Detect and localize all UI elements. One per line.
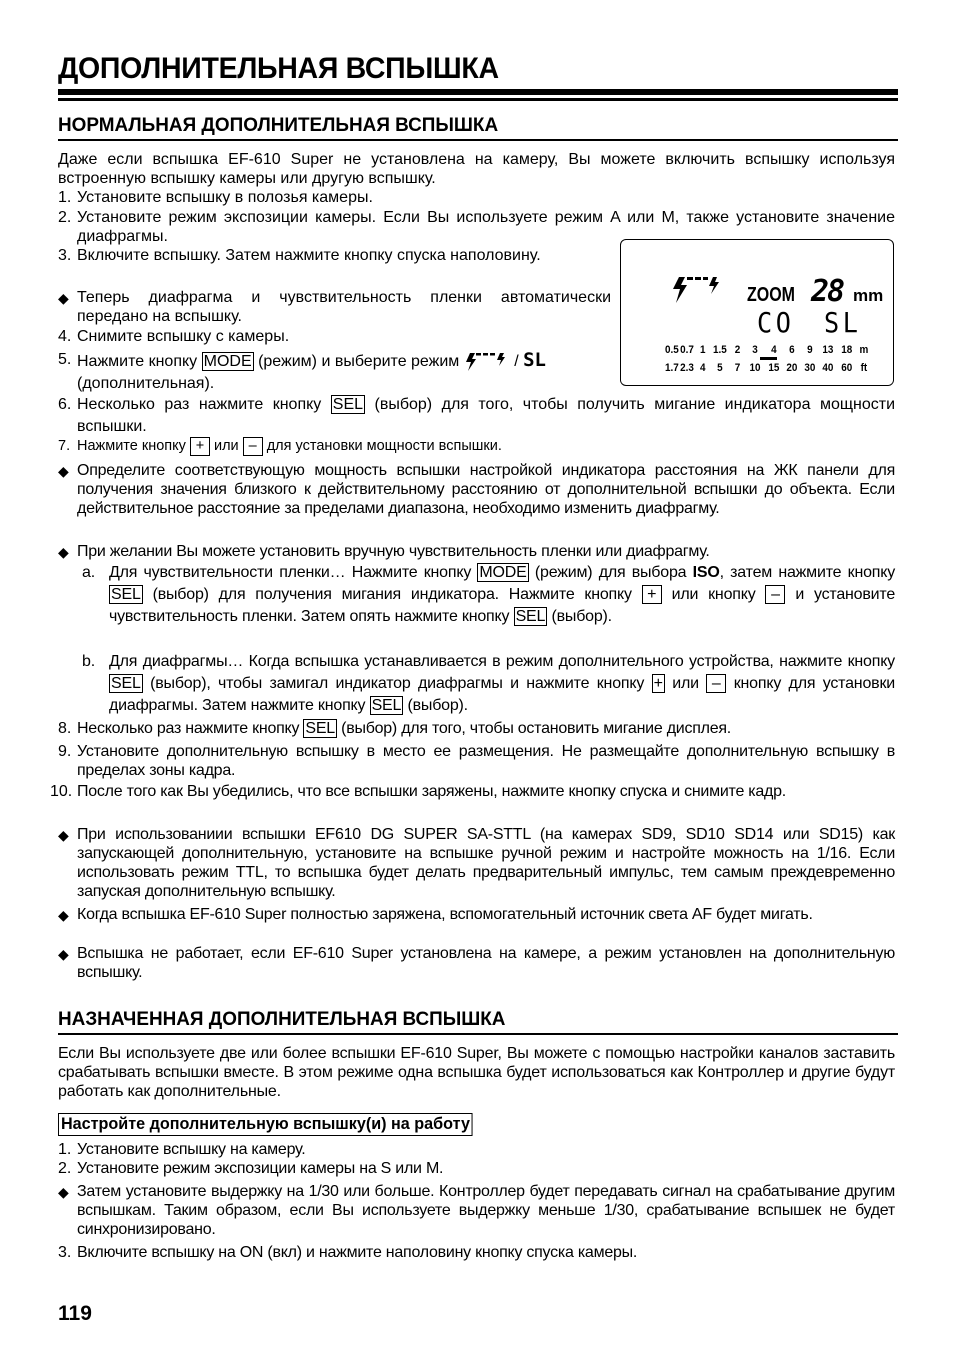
sub-step-a: [82, 562, 895, 628]
mode-key: MODE: [479, 564, 527, 581]
sub-step-letter: b.: [82, 653, 95, 670]
section-rule: [58, 1033, 898, 1035]
note-text: Вспышка не работает, если EF-610 Super установлена на камере, а режим установлен на дополнительную вспышку.: [77, 945, 895, 981]
sel-key: SEL: [332, 396, 364, 413]
sub-text: , затем нажмите кнопку: [719, 564, 896, 581]
step-text: Установите дополнительную вспышку в место ее размещения. Не размещайте дополнительную вспышку в пределах зоны кадра.: [77, 743, 895, 779]
sl-mode-icon: SL: [523, 349, 546, 371]
sub-text: (режим) для выбора: [534, 564, 687, 581]
step-number: 2.: [58, 209, 72, 226]
note-text: Теперь диафрагма и чувствительность пленки автоматически передано на вспышку.: [77, 289, 611, 325]
separator: /: [514, 353, 519, 370]
step-1: [58, 188, 895, 207]
step-number: 8.: [58, 720, 72, 737]
step-9: [58, 742, 895, 780]
sel-key: SEL: [371, 697, 402, 714]
iso-label: ISO: [692, 564, 720, 581]
sub-text: или: [672, 675, 699, 692]
sub-text: (выбор) для получения мигания индикатора. Нажмите кнопку: [152, 586, 632, 603]
step-text: Несколько раз нажмите кнопку: [77, 396, 322, 413]
step-text: Нажмите кнопку: [77, 353, 198, 370]
section2-intro: Если Вы используете две или более вспышки EF-610 Super, Вы можете с помощью настройки каналов заставить срабатывать вспышки вместе. В этом режиме одна вспышка будет использоваться как Контроллер и другие будут работать как дополнительные.: [58, 1045, 895, 1100]
step-text: Включите вспышку. Затем нажмите кнопку спуска наполовину.: [77, 247, 541, 264]
s2-note-shutter: [58, 1182, 895, 1239]
s2-step-2: [58, 1159, 895, 1178]
distance-scale-meters: 0.50.7 1 1.5 2 3 4 6 9 13 18 m: [665, 344, 869, 356]
sub-text: (выбор).: [407, 697, 468, 714]
zoom-value: 28: [811, 274, 844, 309]
title-rule-thick: [58, 89, 898, 95]
step-number: 3.: [58, 1244, 72, 1261]
sub-text: Для диафрагмы… Когда вспышка устанавливается в режим дополнительного устройства, нажмите кнопку: [109, 653, 895, 670]
note-manual: [58, 542, 895, 561]
plus-key: +: [653, 675, 663, 692]
bullet-icon: ◆: [58, 827, 69, 843]
step-number: 1.: [58, 1141, 72, 1158]
step-number: 6.: [58, 396, 72, 413]
step-text: Снимите вспышку с камеры.: [77, 328, 290, 345]
minus-key: –: [765, 585, 785, 604]
note-distance: [58, 461, 895, 518]
sub-text: (выбор), чтобы замигал индикатор диафрагмы и нажмите кнопку: [150, 675, 645, 692]
step-text: (режим) и выберите режим: [258, 353, 460, 370]
note-not-working: [58, 944, 895, 982]
sel-key: SEL: [305, 720, 335, 737]
step-number: 3.: [58, 247, 72, 264]
step-number: 10.: [50, 783, 73, 800]
note-text: Когда вспышка EF-610 Super полностью заряжена, вспомогательный источник света AF будет мигать.: [77, 906, 813, 923]
distance-scale-feet: 1.72.3 4 5 7 10 15 20 30 40 60 ft: [665, 362, 868, 374]
step-number: 9.: [58, 743, 72, 760]
step-text: Включите вспышку на ON (вкл) и нажмите наполовину кнопку спуска камеры.: [77, 1244, 638, 1261]
step-3: [58, 246, 611, 265]
step-4: [58, 327, 611, 346]
note-text: Затем установите выдержку на 1/30 или больше. Контроллер будет передавать сигнал на срабатывание другим вспышкам. Таким образом, если Вы используете выдержку меньше 1/30, срабатывание вспышек не будет синхронизировано.: [77, 1183, 895, 1238]
bullet-icon: ◆: [58, 1184, 69, 1200]
s2-step-1: [58, 1140, 895, 1159]
bullet-icon: ◆: [58, 290, 69, 306]
sub-step-b: [82, 651, 895, 717]
lcd-panel-illustration: [620, 239, 894, 386]
page-title: ДОПОЛНИТЕЛЬНАЯ ВСПЫШКА: [58, 52, 499, 85]
note-text: При использованиии вспышки EF610 DG SUPER SA-STTL (на камерах SD9, SD10 SD14 или SD15) как запускающей дополнительную, установите на вспышке ручной режим и настройте можность на 1/16. Если использовать режим TTL, то вспышка будет делать предварительный импульс, тем самым преждевременно запуская дополнительную вспышку.: [77, 826, 895, 900]
distance-marker: [760, 357, 777, 360]
zoom-label: ZOOM: [747, 284, 795, 306]
step-number: 2.: [58, 1160, 72, 1177]
lcd-mode-left: CO: [757, 306, 795, 339]
step-8: [58, 719, 895, 738]
title-rule-thin: [58, 98, 898, 101]
minus-key: –: [706, 674, 726, 693]
note-text: При желании Вы можете установить вручную чувствительность пленки или диафрагму.: [77, 543, 710, 560]
note-text: Определите соответствующую мощность вспышки настройкой индикатора расстояния на ЖК панели для получения значения близкого к действительному расстоянию от дополнительной вспышки до объекта. Если действительное расстояние за пределами диапазона, необходимо изменить диафрагму.: [77, 462, 895, 517]
step-text: Установите режим экспозиции камеры. Если Вы используете режим A или M, также установите значение диафрагмы.: [77, 209, 895, 245]
step-text: Несколько раз нажмите кнопку: [77, 720, 300, 737]
step-10: [50, 782, 895, 801]
minus-key: –: [243, 437, 263, 456]
step-number: 5.: [58, 351, 72, 368]
bullet-icon: ◆: [58, 907, 69, 923]
step-text: для установки мощности вспышки.: [266, 438, 502, 454]
step-5: [58, 349, 611, 395]
step-number: 1.: [58, 189, 72, 206]
step-text: После того как Вы убедились, что все вспышки заряжены, нажмите кнопку спуска и снимите кадр.: [77, 783, 786, 800]
step-number: 4.: [58, 328, 72, 345]
sub-text: (выбор).: [551, 608, 612, 625]
step-text: (выбор) для того, чтобы получить мигание индикатора мощности вспышки.: [77, 396, 896, 435]
step-text: Установите вспышку на камеру.: [77, 1141, 306, 1158]
step-text: Установите режим экспозиции камеры на S или M.: [77, 1160, 444, 1177]
step-text: или: [213, 438, 239, 454]
plus-key: +: [642, 585, 662, 604]
section-rule: [58, 139, 898, 141]
sel-key: SEL: [111, 675, 141, 692]
sel-key: SEL: [515, 608, 546, 625]
step-7: [58, 437, 895, 456]
sub-text: кнопку для установки диафрагмы. Затем нажмите кнопку: [109, 675, 895, 714]
bullet-icon: ◆: [58, 544, 69, 560]
zoom-unit: mm: [853, 286, 884, 305]
lcd-mode-right: SL: [824, 306, 862, 339]
plus-key: +: [190, 437, 210, 456]
section-heading-assigned-slave: НАЗНАЧЕННАЯ ДОПОЛНИТЕЛЬНАЯ ВСПЫШКА: [58, 1008, 506, 1030]
wireless-slave-flash-icon: [464, 352, 510, 372]
note-auto-transfer: [58, 288, 611, 326]
step-number: 7.: [58, 438, 71, 454]
boxed-subheading: Настройте дополнительную вспышку(и) на работу: [58, 1113, 473, 1136]
sel-key: SEL: [111, 586, 141, 603]
step-6: [58, 394, 895, 438]
step-text: Нажмите кнопку: [77, 438, 186, 454]
intro-paragraph: Даже если вспышка EF-610 Super не установлена на камеру, Вы можете включить вспышку используя встроенную вспышку камеры или другую вспышку.: [58, 151, 895, 187]
bullet-icon: ◆: [58, 946, 69, 962]
s2-step-3: [58, 1243, 895, 1262]
note-af-assist: [58, 905, 895, 924]
section-heading-normal-slave: НОРМАЛЬНАЯ ДОПОЛНИТЕЛЬНАЯ ВСПЫШКА: [58, 114, 499, 136]
wireless-slave-flash-icon: [671, 276, 721, 304]
sub-text: или кнопку: [671, 586, 756, 603]
step-text: (дополнительная).: [77, 375, 215, 392]
step-text: Установите вспышку в полозья камеры.: [77, 189, 373, 206]
step-text: (выбор) для того, чтобы остановить мигание дисплея.: [341, 720, 731, 737]
sub-step-letter: a.: [82, 564, 95, 581]
page-number: 119: [58, 1302, 92, 1325]
sub-text: и установите чувствительность пленки. Затем опять нажмите кнопку: [109, 586, 896, 625]
sub-text: Для чувствительности пленки… Нажмите кнопку: [109, 564, 472, 581]
note-sa-sttl: [58, 825, 895, 901]
bullet-icon: ◆: [58, 463, 69, 479]
mode-key: MODE: [203, 353, 252, 370]
